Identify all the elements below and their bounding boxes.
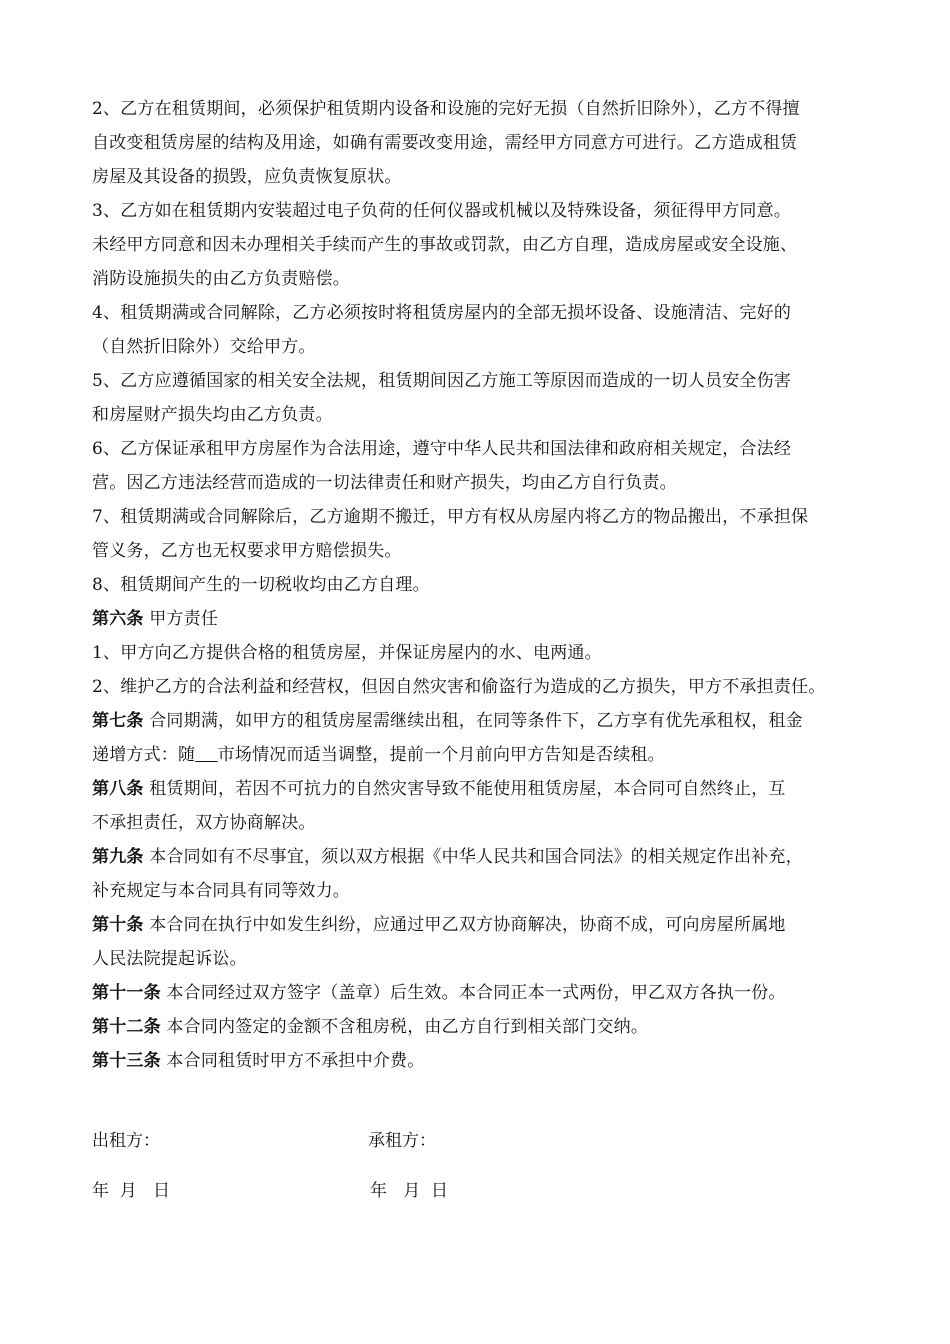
article-line <box>92 738 860 772</box>
article-line: 不承担责任，双方协商解决。 <box>92 813 316 833</box>
article-text: 合同期满，如甲方的租赁房屋需继续出租，在同等条件下，乙方享有优先承租权，租金 <box>143 711 803 731</box>
article-text: 租赁期间，若因不可抗力的自然灾害导致不能使用租赁房屋，本合同可自然终止，互 <box>143 779 786 799</box>
clause-line: （自然折旧除外）交给甲方。 <box>92 337 316 357</box>
article-text: 递增方式：随 <box>92 745 196 765</box>
clause-2 <box>92 92 860 194</box>
lessee-date: 年 月 日 <box>370 1181 449 1201</box>
article-number: 第十一条 <box>92 983 161 1003</box>
contract-body <box>92 92 860 1078</box>
article-line <box>92 704 860 738</box>
clause-4 <box>92 296 860 364</box>
lessee-label: 承租方： <box>368 1131 436 1151</box>
article-7 <box>92 704 860 772</box>
clause-line: 未经甲方同意和因未办理相关手续而产生的事故或罚款，由乙方自理，造成房屋或安全设施、 <box>92 235 798 255</box>
clause-line: 7、租赁期满或合同解除后，乙方逾期不搬迁，甲方有权从房屋内将乙方的物品搬出，不承担保 <box>92 507 809 527</box>
clause-6 <box>92 432 860 500</box>
article-11 <box>92 976 860 1010</box>
article-heading-line <box>92 602 860 636</box>
article-text: 本合同租赁时甲方不承担中介费。 <box>160 1051 425 1071</box>
article-number: 第七条 <box>92 711 144 731</box>
article-number: 第九条 <box>92 847 144 867</box>
article-line <box>92 840 860 874</box>
article-12 <box>92 1010 860 1044</box>
article-line <box>92 1010 860 1044</box>
clause-3 <box>92 194 860 296</box>
lessor-label: 出租方： <box>92 1131 160 1151</box>
article-number: 第六条 <box>92 609 144 629</box>
article-line <box>92 772 860 806</box>
blank-field <box>195 745 217 765</box>
lessor-date: 年 月 日 <box>92 1181 171 1201</box>
clause-line: 营。因乙方违法经营而造成的一切法律责任和财产损失，均由乙方自行负责。 <box>92 473 677 493</box>
article-text: 本合同内签定的金额不含租房税，由乙方自行到相关部门交纳。 <box>160 1017 649 1037</box>
article-title: 甲方责任 <box>143 609 219 629</box>
article-line: 人民法院提起诉讼。 <box>92 949 247 969</box>
article-number: 第十三条 <box>92 1051 161 1071</box>
clause-line: 自改变租赁房屋的结构及用途，如确有需要改变用途，需经甲方同意方可进行。乙方造成租赁 <box>92 133 798 153</box>
clause-line: 消防设施损失的由乙方负责赔偿。 <box>92 269 350 289</box>
clause-8 <box>92 568 860 602</box>
article-line: 补充规定与本合同具有同等效力。 <box>92 881 350 901</box>
article-number: 第十条 <box>92 915 144 935</box>
article-line <box>92 908 860 942</box>
article-number: 第八条 <box>92 779 144 799</box>
clause-line: 2、乙方在租赁期间，必须保护租赁期内设备和设施的完好无损（自然折旧除外），乙方不得擅 <box>92 99 800 119</box>
clause-line: 管义务，乙方也无权要求甲方赔偿损失。 <box>92 541 402 561</box>
clause-line: 8、租赁期间产生的一切税收均由乙方自理。 <box>92 575 430 595</box>
article-text: 本合同在执行中如发生纠纷，应通过甲乙双方协商解决，协商不成，可向房屋所属地 <box>143 915 786 935</box>
article-text: 本合同如有不尽事宜，须以双方根据《中华人民共和国合同法》的相关规定作出补充， <box>143 847 803 867</box>
article-9 <box>92 840 860 908</box>
article-line <box>92 1044 860 1078</box>
clause-line: 和房屋财产损失均由乙方负责。 <box>92 405 333 425</box>
article-item: 2、维护乙方的合法利益和经营权，但因自然灾害和偷盗行为造成的乙方损失，甲方不承担责任。 <box>92 677 826 697</box>
clause-line: 房屋及其设备的损毁，应负责恢复原状。 <box>92 167 402 187</box>
clause-5 <box>92 364 860 432</box>
clause-line: 6、乙方保证承租甲方房屋作为合法用途，遵守中华人民共和国法律和政府相关规定，合法经 <box>92 439 792 459</box>
article-line <box>92 976 860 1010</box>
article-text: 本合同经过双方签字（盖章）后生效。本合同正本一式两份，甲乙双方各执一份。 <box>160 983 786 1003</box>
article-number: 第十二条 <box>92 1017 161 1037</box>
article-10 <box>92 908 860 976</box>
clause-line: 5、乙方应遵循国家的相关安全法规，租赁期间因乙方施工等原因而造成的一切人员安全伤害 <box>92 371 792 391</box>
article-13 <box>92 1044 860 1078</box>
article-text: 市场情况而适当调整，提前一个月前向甲方告知是否续租。 <box>217 745 665 765</box>
clause-line: 4、租赁期满或合同解除，乙方必须按时将租赁房屋内的全部无损坏设备、设施清洁、完好的 <box>92 303 792 323</box>
clause-line: 3、乙方如在租赁期内安装超过电子负荷的任何仪器或机械以及特殊设备，须征得甲方同意。 <box>92 201 792 221</box>
article-6 <box>92 602 860 704</box>
clause-7 <box>92 500 860 568</box>
article-8 <box>92 772 860 840</box>
article-item: 1、甲方向乙方提供合格的租赁房屋，并保证房屋内的水、电两通。 <box>92 643 602 663</box>
